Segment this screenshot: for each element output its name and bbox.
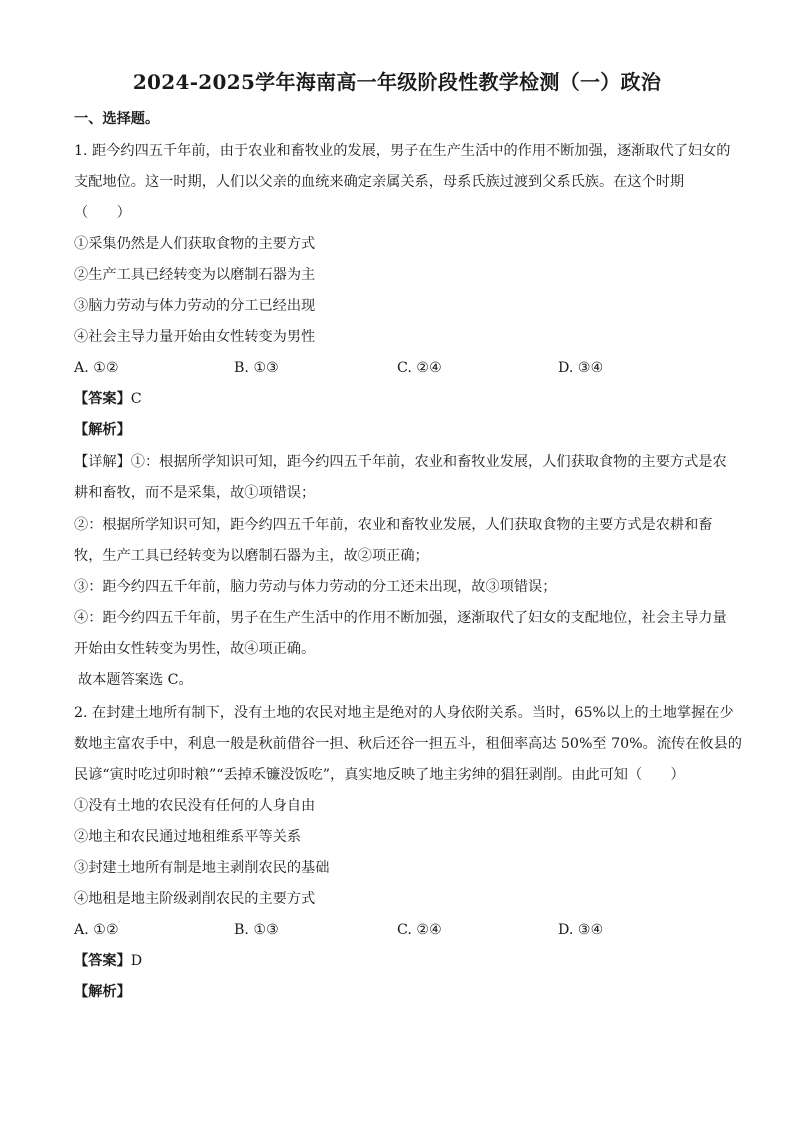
q1-statement-2: ②生产工具已经转变为以磨制石器为主 [74, 267, 316, 283]
q2-option-a: A. ①② [74, 922, 119, 938]
q2-analysis-label: 【解析】 [74, 984, 131, 1000]
q2-answer [74, 951, 724, 971]
q2-statement-3: ③封建土地所有制是地主剥削农民的基础 [74, 860, 330, 876]
q1-statement-3: ③脑力劳动与体力劳动的分工已经出现 [74, 298, 316, 314]
q1-detail-line-3: ②：根据所学知识可知，距今约四五千年前，农业和畜牧业发展，人们获取食物的主要方式是农耕和畜 [74, 517, 713, 533]
q1-answer-label: 【答案】 [74, 391, 131, 407]
q2-option-b: B. ①③ [234, 922, 279, 938]
q1-answer [74, 389, 724, 409]
q2-statement-2: ②地主和农民通过地租维系平等关系 [74, 829, 302, 845]
section-heading: 一、选择题。 [74, 111, 160, 127]
q1-detail-line-8: 故本题答案选 C。 [78, 672, 193, 688]
q2-statement-4: ④地租是地主阶级剥削农民的主要方式 [74, 891, 316, 907]
q2-answer-label: 【答案】 [74, 953, 131, 969]
q1-statement-1: ①采集仍然是人们获取食物的主要方式 [74, 236, 316, 252]
q1-detail-line-4: 牧，生产工具已经转变为以磨制石器为主，故②项正确； [74, 548, 429, 564]
q1-detail-line-1: 【详解】①：根据所学知识可知，距今约四五千年前，农业和畜牧业发展，人们获取食物的主要方式是农 [74, 454, 727, 470]
q1-stem-line-3: （ ） [74, 205, 131, 221]
q2-option-c: C. ②④ [397, 922, 442, 938]
q1-detail-line-5: ③：距今约四五千年前，脑力劳动与体力劳动的分工还未出现，故③项错误； [74, 579, 557, 595]
q2-answer-value: D [130, 953, 143, 969]
q1-detail-line-6: ④：距今约四五千年前，男子在生产生活中的作用不断加强，逐渐取代了妇女的支配地位，社会主导力量 [74, 610, 727, 626]
q1-statement-4: ④社会主导力量开始由女性转变为男性 [74, 329, 316, 345]
q1-stem-line-1: 1. 距今约四五千年前，由于农业和畜牧业的发展，男子在生产生活中的作用不断加强，逐渐取代了妇女的 [74, 143, 731, 159]
q1-analysis-label: 【解析】 [74, 422, 131, 438]
q1-option-a: A. ①② [74, 360, 119, 376]
q2-stem-line-1: 2. 在封建土地所有制下，没有土地的农民对地主是绝对的人身依附关系。当时，65%以上的土地掌握在少 [74, 705, 734, 721]
q2-option-d: D. ③④ [558, 922, 604, 938]
q1-detail-line-2: 耕和畜牧，而不是采集，故①项错误； [74, 485, 316, 501]
q1-option-b: B. ①③ [234, 360, 279, 376]
q2-stem-line-2: 数地主富农手中，利息一般是秋前借谷一担、秋后还谷一担五斗，租佃率高达 50%至 70%。流传在攸县的 [74, 736, 742, 752]
q1-stem-line-2: 支配地位。这一时期，人们以父亲的血统来确定亲属关系，母系氏族过渡到父系氏族。在这个时期 [74, 174, 685, 190]
q1-option-d: D. ③④ [558, 360, 604, 376]
q1-option-c: C. ②④ [397, 360, 442, 376]
q1-detail-line-7: 开始由女性转变为男性，故④项正确。 [74, 641, 316, 657]
page-title: 2024-2025学年海南高一年级阶段性教学检测（一）政治 [132, 70, 662, 94]
q1-answer-value: C [130, 391, 142, 407]
q2-stem-line-3: 民谚“寅时吃过卯时粮”“丢掉禾镰没饭吃”，真实地反映了地主劣绅的猖狂剥削。由此可知（ ） [74, 767, 685, 783]
q2-statement-1: ①没有土地的农民没有任何的人身自由 [74, 798, 316, 814]
